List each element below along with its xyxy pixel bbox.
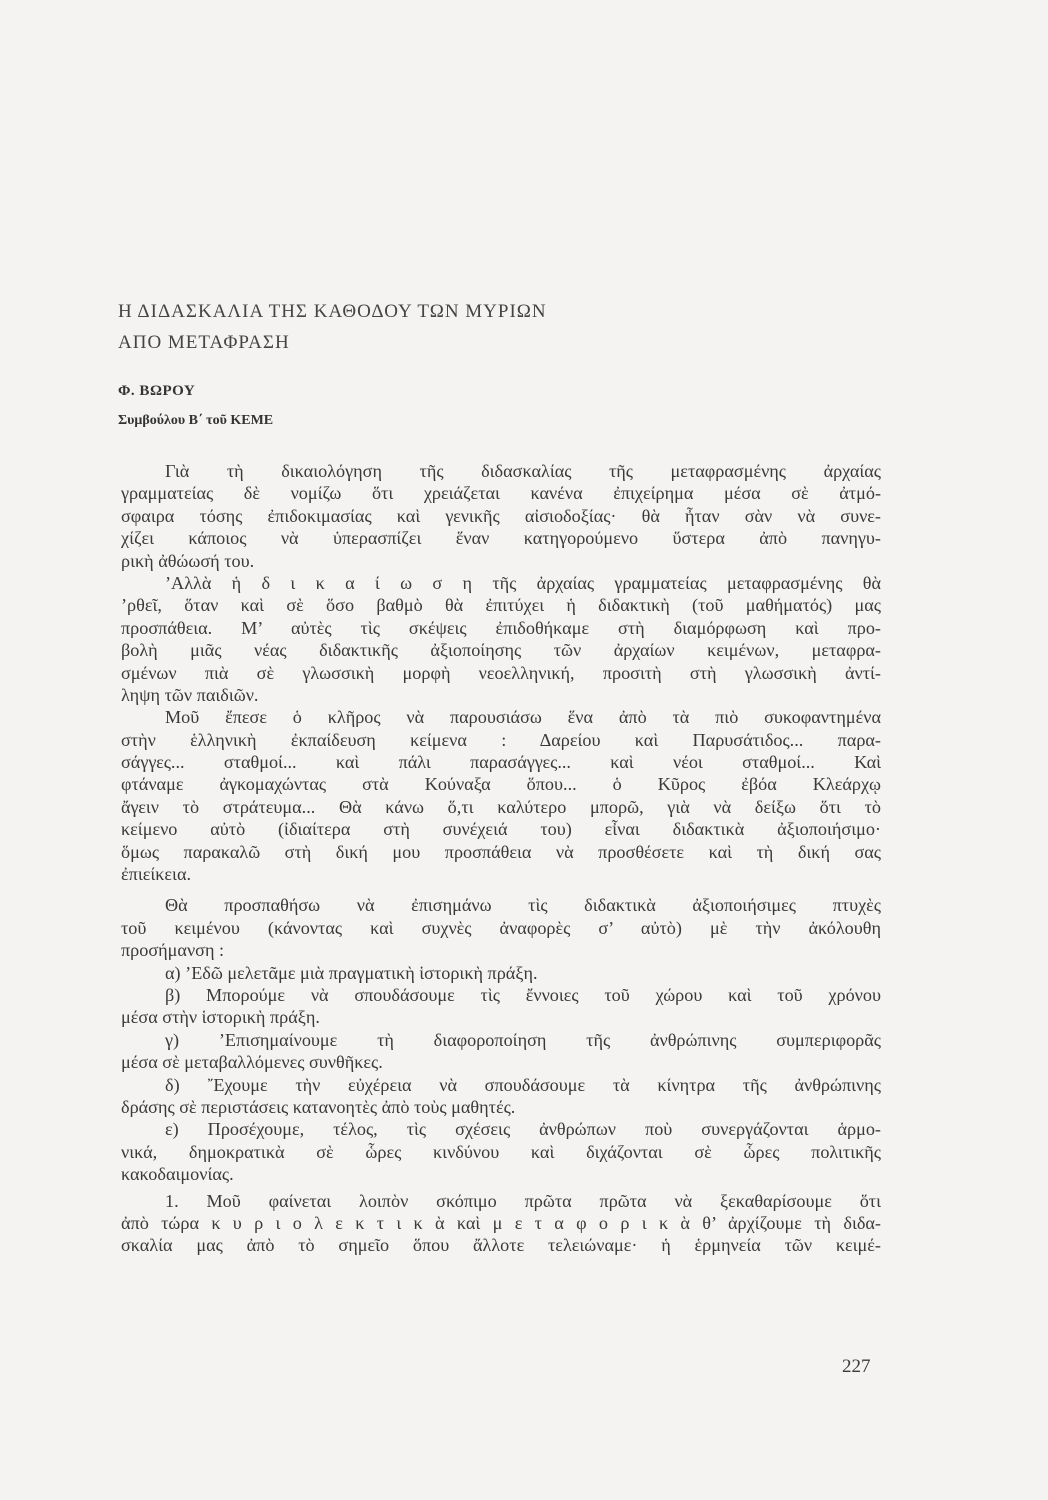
- text-line: Θὰ προσπαθήσω νὰ ἐπισημάνω τὶς διδακτικὰ ἀξιοποιήσιμες πτυχὲς: [165, 895, 881, 916]
- text-line: δράσης σὲ περιστάσεις κατανοητὲς ἀπὸ τοὺς μαθητές.: [121, 1096, 516, 1117]
- list-item: α) ’Εδῶ μελετᾶμε μιὰ πραγματικὴ ἱστορικὴ πράξη.: [165, 962, 538, 983]
- author-role: Συμβούλου Β΄ τοῦ ΚΕΜΕ: [118, 413, 274, 428]
- text-line: χίζει κάποιος νὰ ὑπερασπίζει ἕναν κατηγορούμενο ὕστερα ἀπὸ πανηγυ-: [121, 528, 881, 549]
- text-line: μέσα στὴν ἱστορικὴ πράξη.: [121, 1007, 320, 1028]
- text-line: ἄγειν τὸ στράτευμα... Θὰ κάνω ὅ,τι καλύτερο μπορῶ, γιὰ νὰ δείξω ὅτι τὸ: [121, 796, 881, 817]
- text-line: ’Αλλὰ ἡ δ ι κ α ί ω σ η τῆς ἀρχαίας γραμματείας μεταφρασμένης θὰ: [165, 572, 881, 593]
- text-line: ἐπιείκεια.: [121, 864, 192, 885]
- text-line: σμένων πιὰ σὲ γλωσσικὴ μορφὴ νεοελληνική, προσιτὴ στὴ γλωσσικὴ ἀντί-: [121, 662, 881, 683]
- article-title: [118, 296, 838, 358]
- text-line: ὅμως παρακαλῶ στὴ δική μου προσπάθεια νὰ προσθέσετε καὶ τὴ δική σας: [121, 841, 881, 862]
- text-line: Γιὰ τὴ δικαιολόγηση τῆς διδασκαλίας τῆς μεταφρασμένης ἀρχαίας: [165, 461, 881, 481]
- text-line: βολὴ μιᾶς νέας διδακτικῆς ἀξιοποίησης τῶν ἀρχαίων κειμένων, μεταφρα-: [121, 640, 881, 661]
- text-line: 1. Μοῦ φαίνεται λοιπὸν σκόπιμο πρῶτα πρῶτα νὰ ξεκαθαρίσουμε ὅτι: [165, 1190, 881, 1211]
- text-line: φτάναμε ἀγκομαχώντας στὰ Κούναξα ὅπου... ὁ Κῦρος ἐβόα Κλεάρχῳ: [121, 774, 881, 795]
- body-text: [121, 460, 881, 1257]
- list-item: δ) ῎Εχουμε τὴν εὐχέρεια νὰ σπουδάσουμε τὰ κίνητρα τῆς ἀνθρώπινης: [165, 1074, 881, 1095]
- title-line-1: Η ΔΙΔΑΣΚΑΛΙΑ ΤΗΣ ΚΑΘΟΔΟΥ ΤΩΝ ΜΥΡΙΩΝ: [118, 301, 547, 322]
- paragraph-gap: [121, 885, 881, 894]
- list-item: ε) Προσέχουμε, τέλος, τὶς σχέσεις ἀνθρώπων ποὺ συνεργάζονται ἁρμο-: [165, 1119, 881, 1140]
- text-line: τοῦ κειμένου (κάνοντας καὶ συχνὲς ἀναφορὲς σ’ αὐτὸ) μὲ τὴν ἀκόλουθη: [121, 917, 881, 938]
- text-line: γραμματείας δὲ νομίζω ὅτι χρειάζεται κανένα ἐπιχείρημα μέσα σὲ ἀτμό-: [121, 483, 881, 504]
- text-line: Μοῦ ἔπεσε ὁ κλῆρος νὰ παρουσιάσω ἕνα ἀπὸ τὰ πιὸ συκοφαντημένα: [165, 707, 881, 728]
- text-line: κείμενο αὐτὸ (ἰδιαίτερα στὴ συνέχειά του) εἶναι διδακτικὰ ἀξιοποιήσιμο·: [121, 819, 881, 840]
- text-line: ληψη τῶν παιδιῶν.: [121, 684, 259, 705]
- text-line: ἀπὸ τώρα κ υ ρ ι ο λ ε κ τ ι κ ὰ καὶ μ ε τ α φ ο ρ ι κ ὰ θ’ ἀρχίζουμε τὴ διδα-: [121, 1212, 881, 1233]
- list-item: γ) ’Επισημαίνουμε τὴ διαφοροποίηση τῆς ἀνθρώπινης συμπεριφορᾶς: [165, 1029, 881, 1050]
- text-line: σάγγες... σταθμοί... καὶ πάλι παρασάγγες... καὶ νέοι σταθμοί... Καὶ: [121, 752, 881, 773]
- text-line: στὴν ἑλληνικὴ ἐκπαίδευση κείμενα : Δαρείου καὶ Παρυσάτιδος... παρα-: [121, 729, 881, 750]
- list-item: β) Μπορούμε νὰ σπουδάσουμε τὶς ἔννοιες τοῦ χώρου καὶ τοῦ χρόνου: [165, 984, 881, 1005]
- text-line: νικά, δημοκρατικὰ σὲ ὧρες κινδύνου καὶ διχάζονται σὲ ὧρες πολιτικῆς: [121, 1141, 881, 1162]
- text-line: σφαιρα τόσης ἐπιδοκιμασίας καὶ γενικῆς αἰσιοδοξίας· θὰ ἦταν σὰν νὰ συνε-: [121, 505, 881, 526]
- text-line: κακοδαιμονίας.: [121, 1164, 234, 1185]
- text-line: ρικὴ ἀθώωσή του.: [121, 550, 255, 571]
- text-line: μέσα σὲ μεταβαλλόμενες συνθῆκες.: [121, 1052, 383, 1073]
- text-line: σκαλία μας ἀπὸ τὸ σημεῖο ὅπου ἄλλοτε τελειώναμε· ἡ ἑρμηνεία τῶν κειμέ-: [121, 1235, 881, 1256]
- text-line: ’ρθεῖ, ὅταν καὶ σὲ ὅσο βαθμὸ θὰ ἐπιτύχει ἡ διδακτικὴ (τοῦ μαθήματός) μας: [121, 595, 881, 616]
- author-name: Φ. ΒΩΡΟΥ: [118, 383, 196, 399]
- text-line: προσήμανση :: [121, 940, 225, 961]
- author-block: [118, 376, 273, 436]
- text-line: προσπάθεια. Μ’ αὐτὲς τὶς σκέψεις ἐπιδοθήκαμε στὴ διαμόρφωση καὶ προ-: [121, 617, 881, 638]
- page-number: 227: [842, 1356, 871, 1377]
- title-line-2: ΑΠΟ ΜΕΤΑΦΡΑΣΗ: [118, 332, 290, 353]
